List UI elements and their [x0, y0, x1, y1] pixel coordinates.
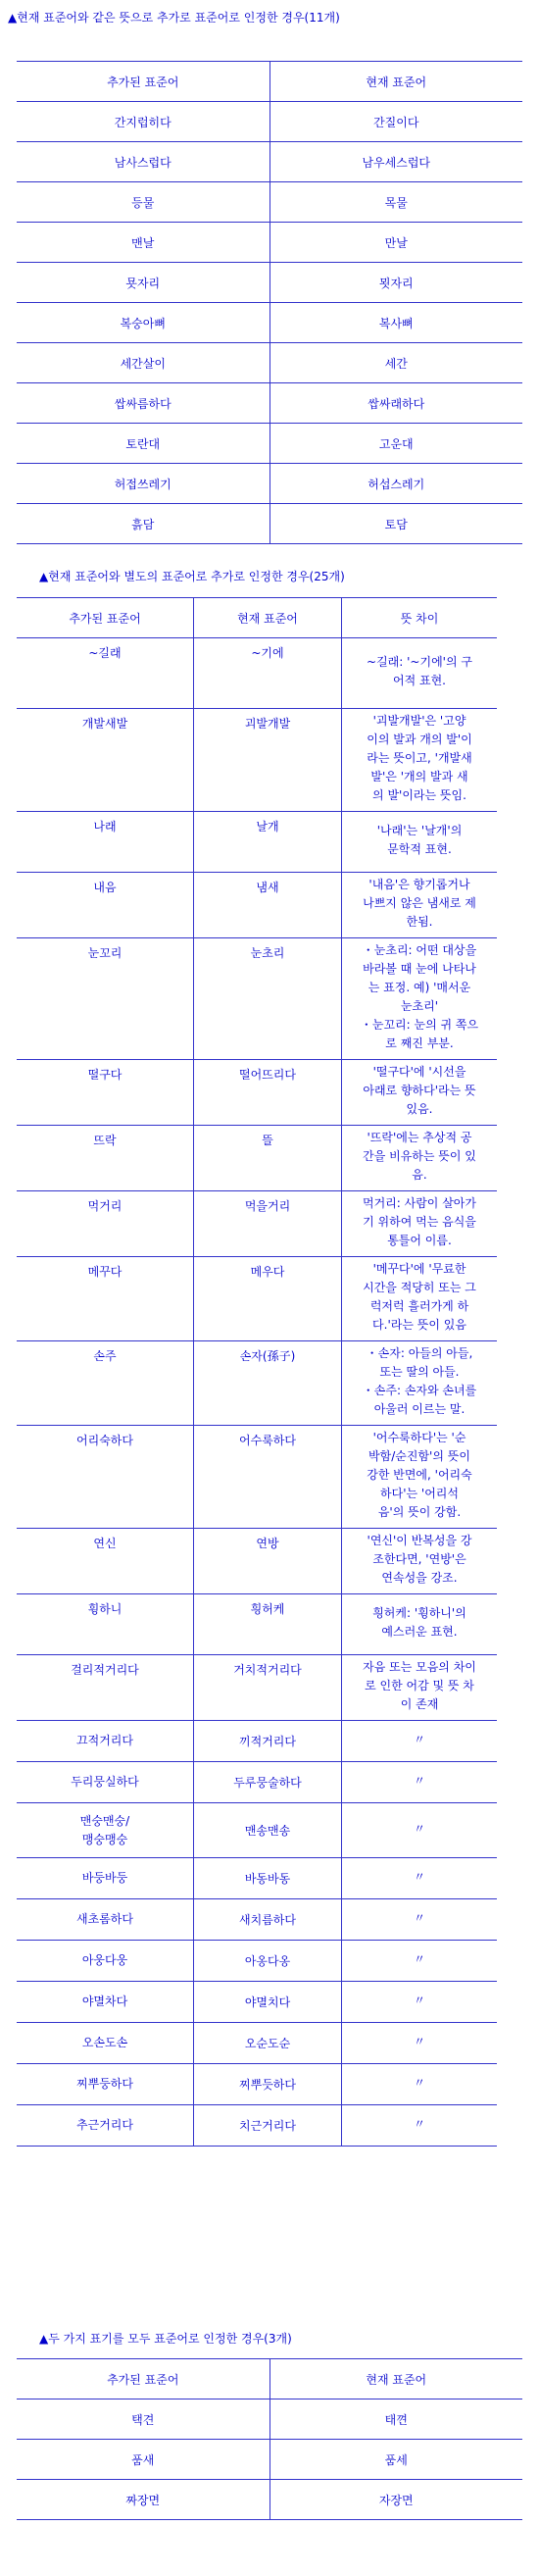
table-row [17, 709, 497, 812]
current-word: 찌뿌듯하다 [194, 2064, 342, 2105]
current-word: 목물 [270, 182, 522, 223]
meaning-difference: ・손자: 아들의 아들, 또는 딸의 아들. ・손주: 손자와 손녀를 아울러 이르는 말. [342, 1341, 498, 1426]
table-row [17, 1803, 497, 1858]
added-word: 개발새발 [17, 709, 194, 812]
added-word: 남사스럽다 [17, 142, 270, 182]
current-word: 고운대 [270, 424, 522, 464]
table-row [17, 142, 522, 182]
header-added-word: 추가된 표준어 [17, 2359, 270, 2399]
table-row [17, 1655, 497, 1721]
added-word: 등물 [17, 182, 270, 223]
current-word: 연방 [194, 1529, 342, 1594]
current-word: 힁허케 [194, 1594, 342, 1655]
meaning-difference: 자음 또는 모음의 차이 로 인한 어감 및 뜻 차 이 존재 [342, 1655, 498, 1721]
meaning-difference: 〃 [342, 1721, 498, 1762]
current-word: 간질이다 [270, 102, 522, 142]
meaning-difference: 〃 [342, 1803, 498, 1858]
table-row [17, 1762, 497, 1803]
added-word: 찌뿌둥하다 [17, 2064, 194, 2105]
table-row [17, 2023, 497, 2064]
added-word: 어리숙하다 [17, 1426, 194, 1529]
current-word: 날개 [194, 812, 342, 873]
added-word: 맨날 [17, 223, 270, 263]
current-word: 만날 [270, 223, 522, 263]
added-word: 눈꼬리 [17, 938, 194, 1060]
added-word: 끄적거리다 [17, 1721, 194, 1762]
section1-heading: ▲현재 표준어와 같은 뜻으로 추가로 표준어로 인정한 경우(11개) [8, 11, 340, 25]
current-word: 새치름하다 [194, 1899, 342, 1941]
header-meaning-difference: 뜻 차이 [342, 598, 498, 638]
table-row [17, 1060, 497, 1126]
table-row [17, 383, 522, 424]
table-row [17, 1341, 497, 1426]
table-row [17, 1529, 497, 1594]
meaning-difference: '연신'이 반복성을 강 조한다면, '연방'은 연속성을 강조. [342, 1529, 498, 1594]
table-row [17, 1126, 497, 1191]
header-current-word: 현재 표준어 [270, 2359, 522, 2399]
added-word: 간지럽히다 [17, 102, 270, 142]
added-word: 바둥바둥 [17, 1858, 194, 1899]
header-added-word: 추가된 표준어 [17, 62, 270, 102]
added-word: 오손도손 [17, 2023, 194, 2064]
meaning-difference: 〃 [342, 1858, 498, 1899]
current-word: ~기에 [194, 638, 342, 709]
table-same-meaning [17, 61, 522, 544]
meaning-difference: 〃 [342, 1762, 498, 1803]
table-row [17, 812, 497, 873]
added-word: 세간살이 [17, 343, 270, 383]
added-word: 허접쓰레기 [17, 464, 270, 504]
table-row [17, 1899, 497, 1941]
table-row [17, 1858, 497, 1899]
meaning-difference: 먹거리: 사람이 살아가 기 위하여 먹는 음식을 통틀어 이름. [342, 1191, 498, 1257]
current-word: 두루뭉술하다 [194, 1762, 342, 1803]
meaning-difference: 힁허케: '휭하니'의 예스러운 표현. [342, 1594, 498, 1655]
header-current-word: 현재 표준어 [270, 62, 522, 102]
current-word: 복사뼈 [270, 303, 522, 343]
added-word: 쌉싸름하다 [17, 383, 270, 424]
table-row [17, 2105, 497, 2147]
added-word: 짜장면 [17, 2480, 270, 2520]
added-word: 흙담 [17, 504, 270, 544]
current-word: 먹을거리 [194, 1191, 342, 1257]
added-word: 추근거리다 [17, 2105, 194, 2147]
table-header-row [17, 62, 522, 102]
added-word: 떨구다 [17, 1060, 194, 1126]
meaning-difference: '나래'는 '날개'의 문학적 표현. [342, 812, 498, 873]
header-current-word: 현재 표준어 [194, 598, 342, 638]
table-row [17, 2440, 522, 2480]
table-row [17, 504, 522, 544]
added-word: ~길래 [17, 638, 194, 709]
meaning-difference: 〃 [342, 1899, 498, 1941]
added-word: 내음 [17, 873, 194, 938]
current-word: 눈초리 [194, 938, 342, 1060]
added-word: 먹거리 [17, 1191, 194, 1257]
table-row [17, 1257, 497, 1341]
table-row [17, 263, 522, 303]
current-word: 허섭스레기 [270, 464, 522, 504]
meaning-difference: 〃 [342, 1941, 498, 1982]
current-word: 손자(孫子) [194, 1341, 342, 1426]
current-word: 어수룩하다 [194, 1426, 342, 1529]
table-row [17, 464, 522, 504]
current-word: 괴발개발 [194, 709, 342, 812]
added-word: 택견 [17, 2399, 270, 2440]
table-row [17, 638, 497, 709]
added-word: 두리뭉실하다 [17, 1762, 194, 1803]
current-word: 뜰 [194, 1126, 342, 1191]
header-added-word: 추가된 표준어 [17, 598, 194, 638]
added-word: 아웅다웅 [17, 1941, 194, 1982]
current-word: 맨송맨송 [194, 1803, 342, 1858]
table-both-spellings [17, 2358, 522, 2520]
table-row [17, 424, 522, 464]
table-row [17, 1941, 497, 1982]
table-row [17, 102, 522, 142]
current-word: 태껸 [270, 2399, 522, 2440]
table-row [17, 182, 522, 223]
current-word: 냄새 [194, 873, 342, 938]
current-word: 자장면 [270, 2480, 522, 2520]
meaning-difference: 〃 [342, 1982, 498, 2023]
current-word: 치근거리다 [194, 2105, 342, 2147]
table-header-row [17, 598, 497, 638]
meaning-difference: 〃 [342, 2064, 498, 2105]
current-word: 야멸치다 [194, 1982, 342, 2023]
table-row [17, 1426, 497, 1529]
added-word: 새초롬하다 [17, 1899, 194, 1941]
added-word: 뜨락 [17, 1126, 194, 1191]
added-word: 야멸차다 [17, 1982, 194, 2023]
section3-heading: ▲두 가지 표기를 모두 표준어로 인정한 경우(3개) [39, 2332, 292, 2346]
meaning-difference: '괴발개발'은 '고양 이의 발과 개의 발'이 라는 뜻이고, '개발새 발'은 '개의 발과 새 의 발'이라는 뜻임. [342, 709, 498, 812]
current-word: 세간 [270, 343, 522, 383]
added-word: 메꾸다 [17, 1257, 194, 1341]
table-row [17, 223, 522, 263]
current-word: 거치적거리다 [194, 1655, 342, 1721]
added-word: 휭하니 [17, 1594, 194, 1655]
current-word: 오순도순 [194, 2023, 342, 2064]
table-row [17, 303, 522, 343]
table-row [17, 938, 497, 1060]
current-word: 끼적거리다 [194, 1721, 342, 1762]
added-word: 묫자리 [17, 263, 270, 303]
section2-heading: ▲현재 표준어와 별도의 표준어로 추가로 인정한 경우(25개) [39, 570, 345, 583]
meaning-difference: 〃 [342, 2023, 498, 2064]
table-row [17, 2399, 522, 2440]
added-word: 걸리적거리다 [17, 1655, 194, 1721]
current-word: 메우다 [194, 1257, 342, 1341]
current-word: 아옹다옹 [194, 1941, 342, 1982]
added-word: 복숭아뼈 [17, 303, 270, 343]
meaning-difference: '뜨락'에는 추상적 공 간을 비유하는 뜻이 있 음. [342, 1126, 498, 1191]
table-row [17, 2064, 497, 2105]
added-word: 손주 [17, 1341, 194, 1426]
current-word: 묏자리 [270, 263, 522, 303]
added-word: 맨숭맨숭/ 맹숭맹숭 [17, 1803, 194, 1858]
table-header-row [17, 2359, 522, 2399]
table-row [17, 1721, 497, 1762]
current-word: 떨어뜨리다 [194, 1060, 342, 1126]
current-word: 쌉싸래하다 [270, 383, 522, 424]
current-word: 품세 [270, 2440, 522, 2480]
meaning-difference: ~길래: '~기에'의 구 어적 표현. [342, 638, 498, 709]
added-word: 연신 [17, 1529, 194, 1594]
meaning-difference: '어수룩하다'는 '순 박함/순진함'의 뜻이 강한 반면에, '어리숙 하다'는 '어리석 음'의 뜻이 강함. [342, 1426, 498, 1529]
meaning-difference: 〃 [342, 2105, 498, 2147]
added-word: 나래 [17, 812, 194, 873]
table-row [17, 1191, 497, 1257]
added-word: 품새 [17, 2440, 270, 2480]
meaning-difference: '내음'은 향기롭거나 나쁘지 않은 냄새로 제 한됨. [342, 873, 498, 938]
table-row [17, 1594, 497, 1655]
current-word: 바동바동 [194, 1858, 342, 1899]
meaning-difference: '떨구다'에 '시선을 아래로 향하다'라는 뜻 있음. [342, 1060, 498, 1126]
table-separate-meaning [17, 597, 497, 2147]
current-word: 토담 [270, 504, 522, 544]
table-row [17, 343, 522, 383]
table-row [17, 873, 497, 938]
meaning-difference: '메꾸다'에 '무료한 시간을 적당히 또는 그 럭저럭 흘러가게 하 다.'라는 뜻이 있음 [342, 1257, 498, 1341]
added-word: 토란대 [17, 424, 270, 464]
table-row [17, 2480, 522, 2520]
current-word: 남우세스럽다 [270, 142, 522, 182]
meaning-difference: ・눈초리: 어떤 대상을 바라볼 때 눈에 나타나 는 표정. 예) '매서운 눈초리' ・눈꼬리: 눈의 귀 쪽으 로 째진 부분. [342, 938, 498, 1060]
table-row [17, 1982, 497, 2023]
